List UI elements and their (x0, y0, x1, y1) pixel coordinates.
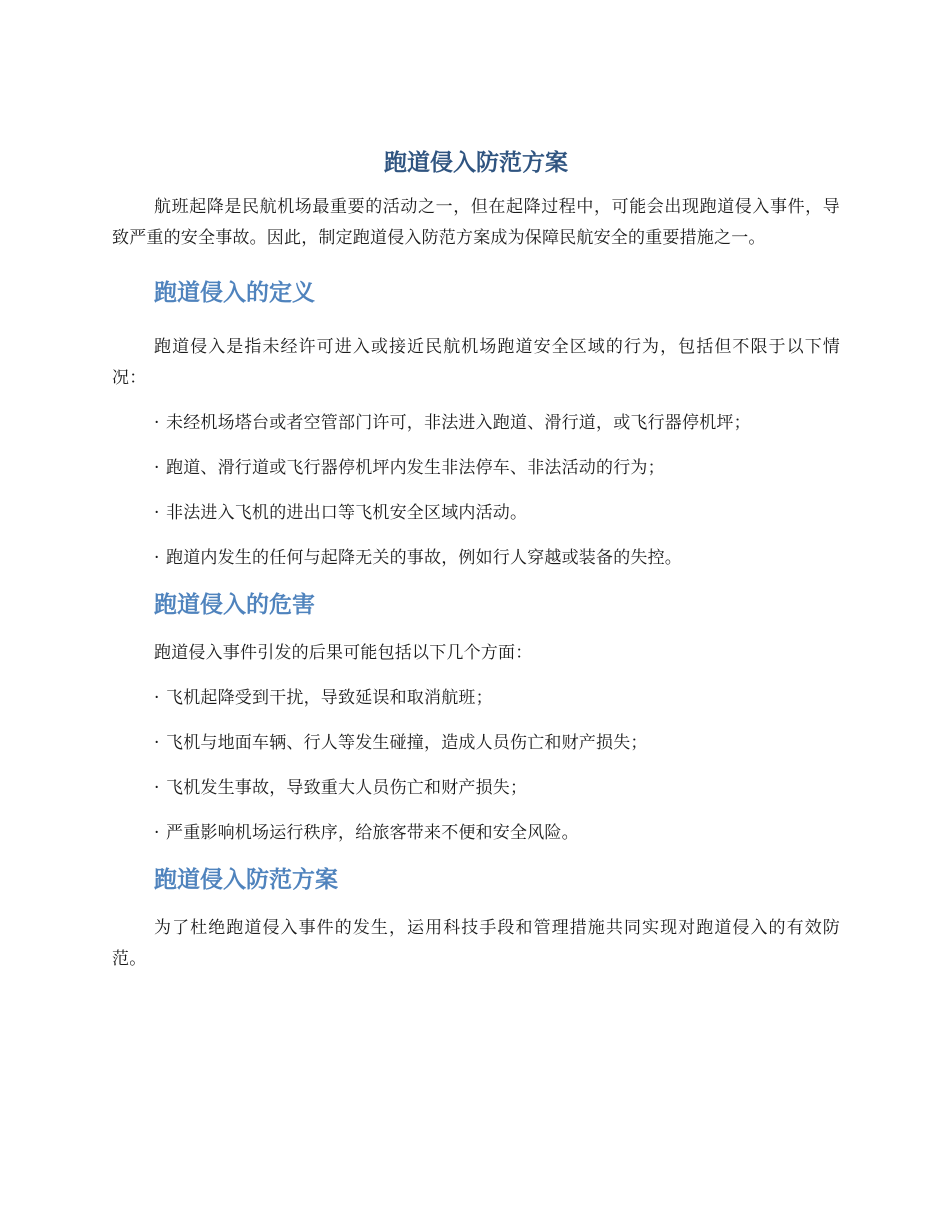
list-item-text: 跑道、滑行道或飞行器停机坪内发生非法停车、非法活动的行为； (166, 458, 665, 478)
bullet-icon: · (154, 548, 160, 568)
bullet-icon: · (154, 688, 160, 708)
list-item (112, 773, 840, 804)
document-title: 跑道侵入防范方案 (384, 150, 568, 176)
list-item (112, 728, 840, 759)
list-item-text: 飞机与地面车辆、行人等发生碰撞，造成人员伤亡和财产损失； (166, 733, 648, 753)
bullet-icon: · (154, 733, 160, 753)
list-item (112, 408, 840, 439)
section-paragraph-definition: 跑道侵入是指未经许可进入或接近民航机场跑道安全区域的行为，包括但不限于以下情况： (112, 337, 840, 388)
section-paragraph-hazards: 跑道侵入事件引发的后果可能包括以下几个方面： (154, 643, 533, 663)
list-item-text: 未经机场塔台或者空管部门许可，非法进入跑道、滑行道，或飞行器停机坪； (166, 413, 751, 433)
section-heading-hazards: 跑道侵入的危害 (154, 592, 315, 618)
section-heading-prevention: 跑道侵入防范方案 (154, 867, 338, 893)
list-item (112, 818, 840, 849)
list-item (112, 683, 840, 714)
list-item-text: 跑道内发生的任何与起降无关的事故，例如行人穿越或装备的失控。 (166, 548, 682, 568)
list-item (112, 453, 840, 484)
intro-paragraph: 航班起降是民航机场最重要的活动之一，但在起降过程中，可能会出现跑道侵入事件，导致严重的安全事故。因此，制定跑道侵入防范方案成为保障民航安全的重要措施之一。 (112, 197, 840, 248)
bullet-icon: · (154, 458, 160, 478)
list-item-text: 非法进入飞机的进出口等飞机安全区域内活动。 (166, 503, 528, 523)
list-item-text: 飞机发生事故，导致重大人员伤亡和财产损失； (166, 778, 528, 798)
list-item-text: 飞机起降受到干扰，导致延误和取消航班； (166, 688, 493, 708)
bullet-icon: · (154, 778, 160, 798)
list-item (112, 498, 840, 529)
definition-list (112, 408, 840, 574)
section-heading-definition: 跑道侵入的定义 (154, 280, 315, 306)
list-item-text: 严重影响机场运行秩序，给旅客带来不便和安全风险。 (166, 823, 579, 843)
list-item (112, 543, 840, 574)
document-page (112, 146, 840, 975)
bullet-icon: · (154, 823, 160, 843)
bullet-icon: · (154, 503, 160, 523)
section-paragraph-prevention: 为了杜绝跑道侵入事件的发生，运用科技手段和管理措施共同实现对跑道侵入的有效防范。 (112, 918, 840, 969)
bullet-icon: · (154, 413, 160, 433)
hazards-list (112, 683, 840, 849)
